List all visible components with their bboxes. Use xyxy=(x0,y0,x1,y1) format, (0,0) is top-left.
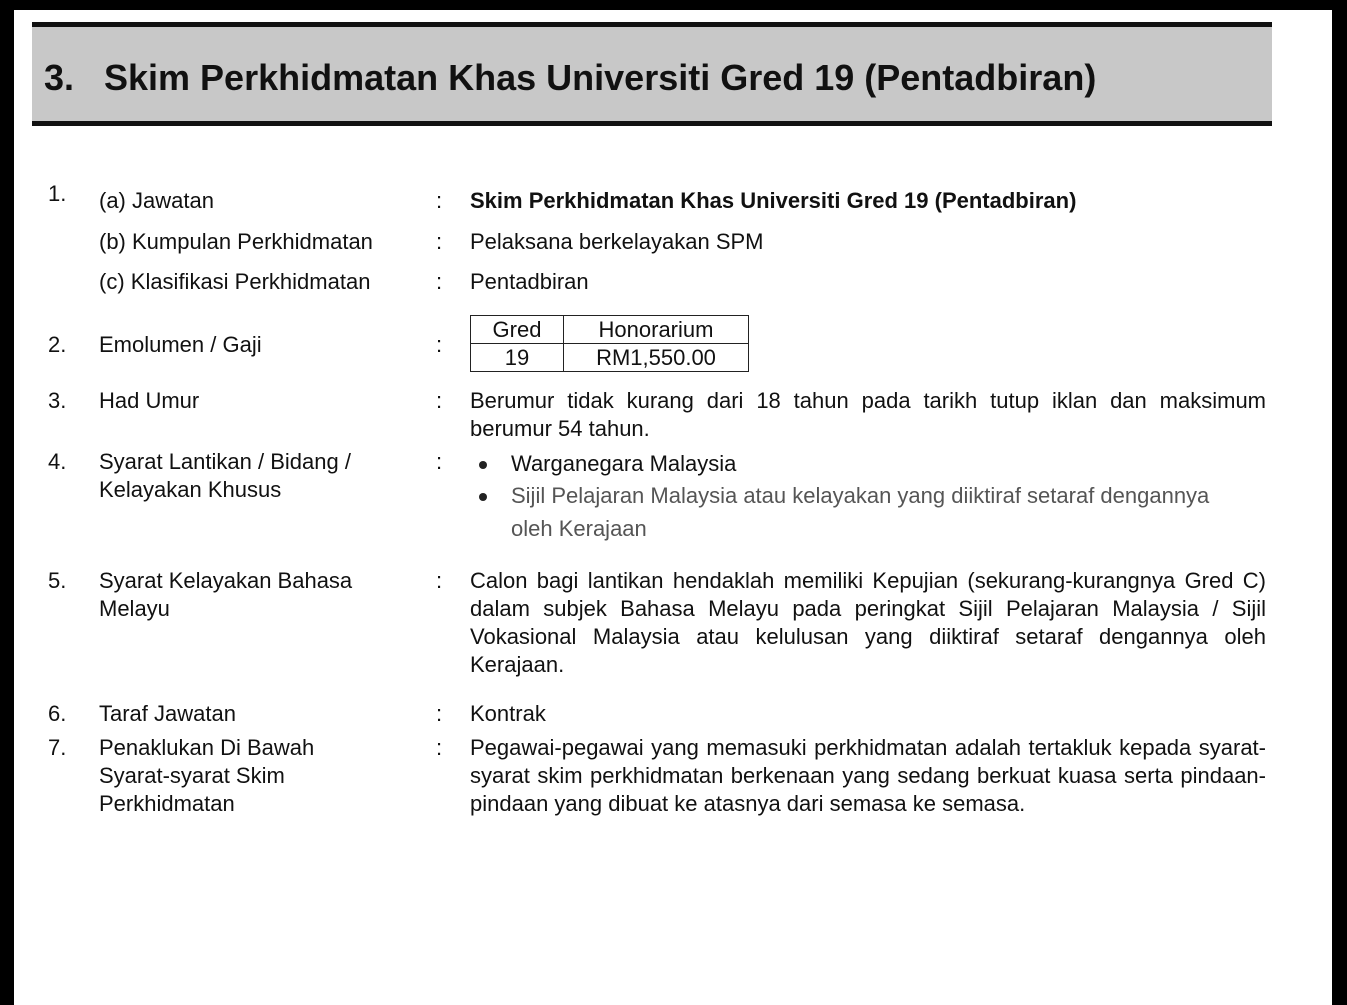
label-kumpulan: (b) Kumpulan Perkhidmatan xyxy=(99,229,373,254)
value-had-umur: Berumur tidak kurang dari 18 tahun pada tarikh tutup iklan dan maksimum berumur 54 tahun. xyxy=(470,388,1266,441)
value-kumpulan: Pelaksana berkelayakan SPM xyxy=(470,229,764,254)
table-cell-gred: 19 xyxy=(471,344,564,372)
colon: : xyxy=(436,188,443,213)
colon: : xyxy=(436,332,443,357)
emolumen-table xyxy=(470,315,749,372)
value-bahasa: Calon bagi lantikan hendaklah memiliki Kepujian (sekurang-kurangnya Gred C) dalam subjek Bahasa Melayu pada peringkat Sijil Pelajaran Malaysia / Sijil Vokasional Malaysia atau kelulusan yang diiktiraf setaraf dengannya oleh Kerajaan. xyxy=(470,568,1266,677)
label-klasifikasi: (c) Klasifikasi Perkhidmatan xyxy=(99,269,371,294)
section-number: 3. xyxy=(44,57,75,98)
colon: : xyxy=(436,701,443,726)
value-taraf: Kontrak xyxy=(470,701,546,726)
table-header-honorarium: Honorarium xyxy=(564,316,749,344)
bullet-icon xyxy=(479,493,487,501)
table-header-gred: Gred xyxy=(471,316,564,344)
value-jawatan: Skim Perkhidmatan Khas Universiti Gred 19 (Pentadbiran) xyxy=(470,188,1077,213)
label-taraf: Taraf Jawatan xyxy=(99,701,236,726)
item-number-7: 7. xyxy=(48,735,67,760)
table-row xyxy=(471,344,749,372)
label-syarat-lantikan: Syarat Lantikan / Bidang / xyxy=(99,449,351,474)
label-bahasa-2: Melayu xyxy=(99,596,170,621)
label-penaklukan: Penaklukan Di Bawah xyxy=(99,735,315,760)
section-header xyxy=(32,22,1272,126)
colon: : xyxy=(436,269,443,294)
label-jawatan: (a) Jawatan xyxy=(99,188,214,213)
value-penaklukan: Pegawai-pegawai yang memasuki perkhidmatan adalah tertakluk kepada syarat-syarat skim perkhidmatan berkenaan yang sedang berkuat kuasa serta pindaan-pindaan yang dibuat ke atasnya dari semasa ke semasa. xyxy=(470,735,1266,816)
value-klasifikasi: Pentadbiran xyxy=(470,269,589,294)
bullet-sijil: Sijil Pelajaran Malaysia atau kelayakan yang diiktiraf setaraf dengannya xyxy=(511,483,1210,508)
document-page xyxy=(14,10,1332,1005)
item-number-4: 4. xyxy=(48,449,67,474)
table-cell-honorarium: RM1,550.00 xyxy=(564,344,749,372)
item-number-6: 6. xyxy=(48,701,67,726)
table-header-row xyxy=(471,316,749,344)
label-penaklukan-2: Syarat-syarat Skim xyxy=(99,763,285,788)
label-had-umur: Had Umur xyxy=(99,388,200,413)
label-syarat-lantikan-2: Kelayakan Khusus xyxy=(99,477,282,502)
bullet-icon xyxy=(479,461,487,469)
colon: : xyxy=(436,449,443,474)
label-emolumen: Emolumen / Gaji xyxy=(99,332,262,357)
item-number-2: 2. xyxy=(48,332,67,357)
bullet-warganegara: Warganegara Malaysia xyxy=(511,451,737,476)
bullet-sijil-cont: oleh Kerajaan xyxy=(511,516,647,541)
label-penaklukan-3: Perkhidmatan xyxy=(99,791,235,816)
item-number-1: 1. xyxy=(48,181,67,206)
item-number-5: 5. xyxy=(48,568,67,593)
section-title: Skim Perkhidmatan Khas Universiti Gred 19 (Pentadbiran) xyxy=(104,57,1097,98)
colon: : xyxy=(436,568,443,593)
label-bahasa: Syarat Kelayakan Bahasa xyxy=(99,568,353,593)
colon: : xyxy=(436,735,443,760)
item-number-3: 3. xyxy=(48,388,67,413)
colon: : xyxy=(436,388,443,413)
colon: : xyxy=(436,229,443,254)
